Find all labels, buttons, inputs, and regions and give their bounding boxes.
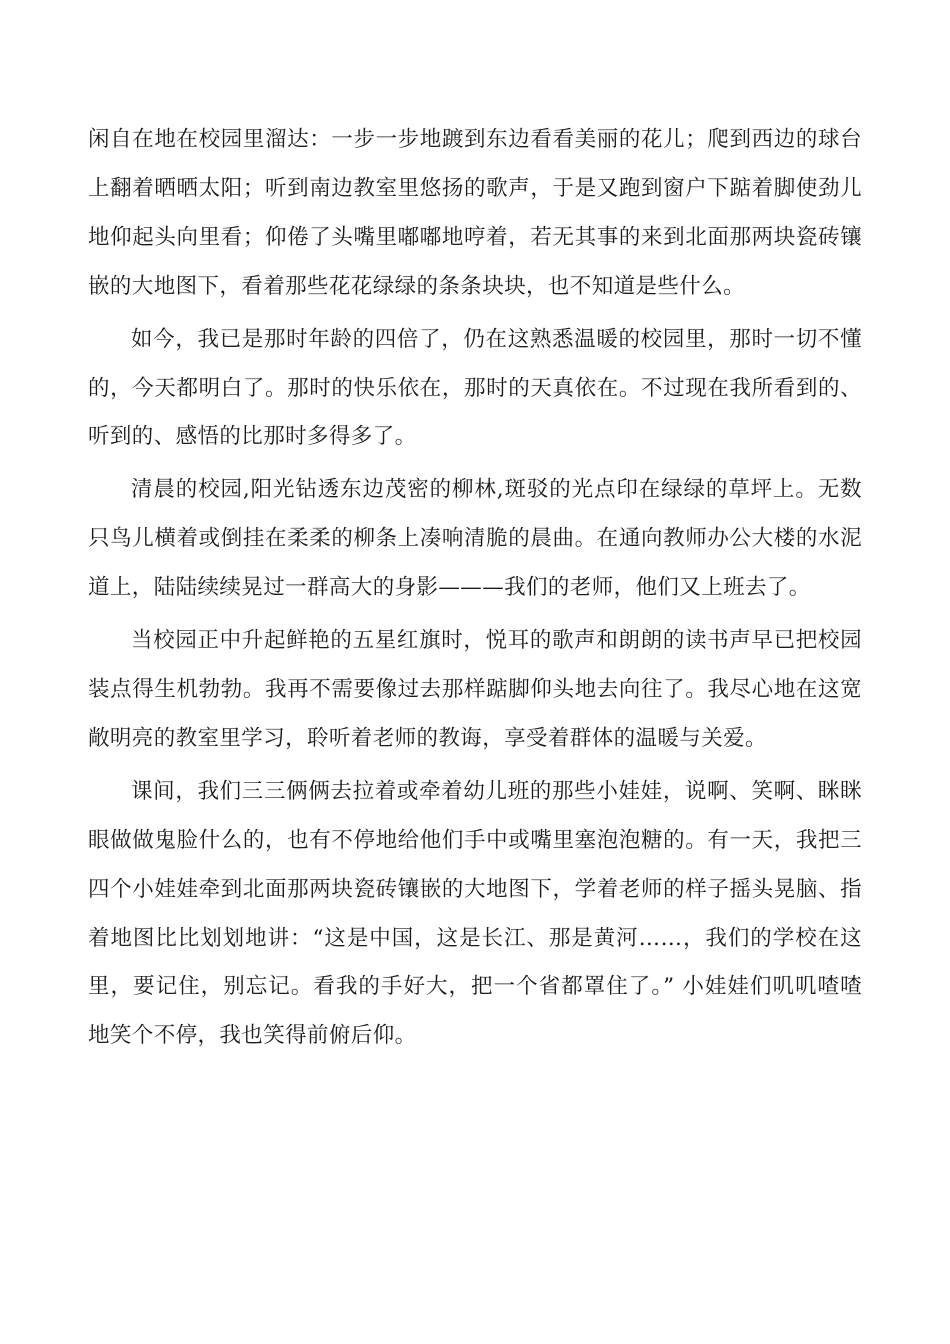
paragraph: 如今，我已是那时年龄的四倍了，仍在这熟悉温暖的校园里，那时一切不懂的，今天都明白了。那时的快乐依在，那时的天真依在。不过现在我所看到的、听到的、感悟的比那时多得多了。 [88, 326, 862, 450]
document-body [88, 116, 862, 1061]
paragraph-continuation: 闲自在地在校园里溜达：一步一步地踱到东边看看美丽的花儿；爬到西边的球台上翻着晒晒太阳；听到南边教室里悠扬的歌声，于是又跑到窗户下踮着脚使劲儿地仰起头向里看；仰倦了头嘴里嘟嘟地哼着，若无其事的来到北面那两块瓷砖镶嵌的大地图下，看着那些花花绿绿的条条块块，也不知道是些什么。 [88, 127, 862, 299]
paragraph: 清晨的校园,阳光钻透东边茂密的柳林,斑驳的光点印在绿绿的草坪上。无数只鸟儿横着或倒挂在柔柔的柳条上凑响清脆的晨曲。在通向教师办公大楼的水泥道上，陆陆续续晃过一群高大的身影———我们的老师，他们又上班去了。 [88, 477, 862, 601]
paragraph: 课间，我们三三俩俩去拉着或牵着幼儿班的那些小娃娃，说啊、笑啊、眯眯眼做做鬼脸什么的，也有不停地给他们手中或嘴里塞泡泡糖的。有一天，我把三四个小娃娃牵到北面那两块瓷砖镶嵌的大地图下，学着老师的样子摇头晃脑、指着地图比比划划地讲：“这是中国，这是长江、那是黄河……，我们的学校在这里，要记住，别忘记。看我的手好大，把一个省都罩住了。” 小娃娃们叽叽喳喳地笑个不停，我也笑得前俯后仰。 [88, 778, 862, 1049]
paragraph: 当校园正中升起鲜艳的五星红旗时，悦耳的歌声和朗朗的读书声早已把校园装点得生机勃勃。我再不需要像过去那样踮脚仰头地去向往了。我尽心地在这宽敞明亮的教室里学习，聆听着老师的教诲，享受着群体的温暖与关爱。 [88, 628, 862, 751]
